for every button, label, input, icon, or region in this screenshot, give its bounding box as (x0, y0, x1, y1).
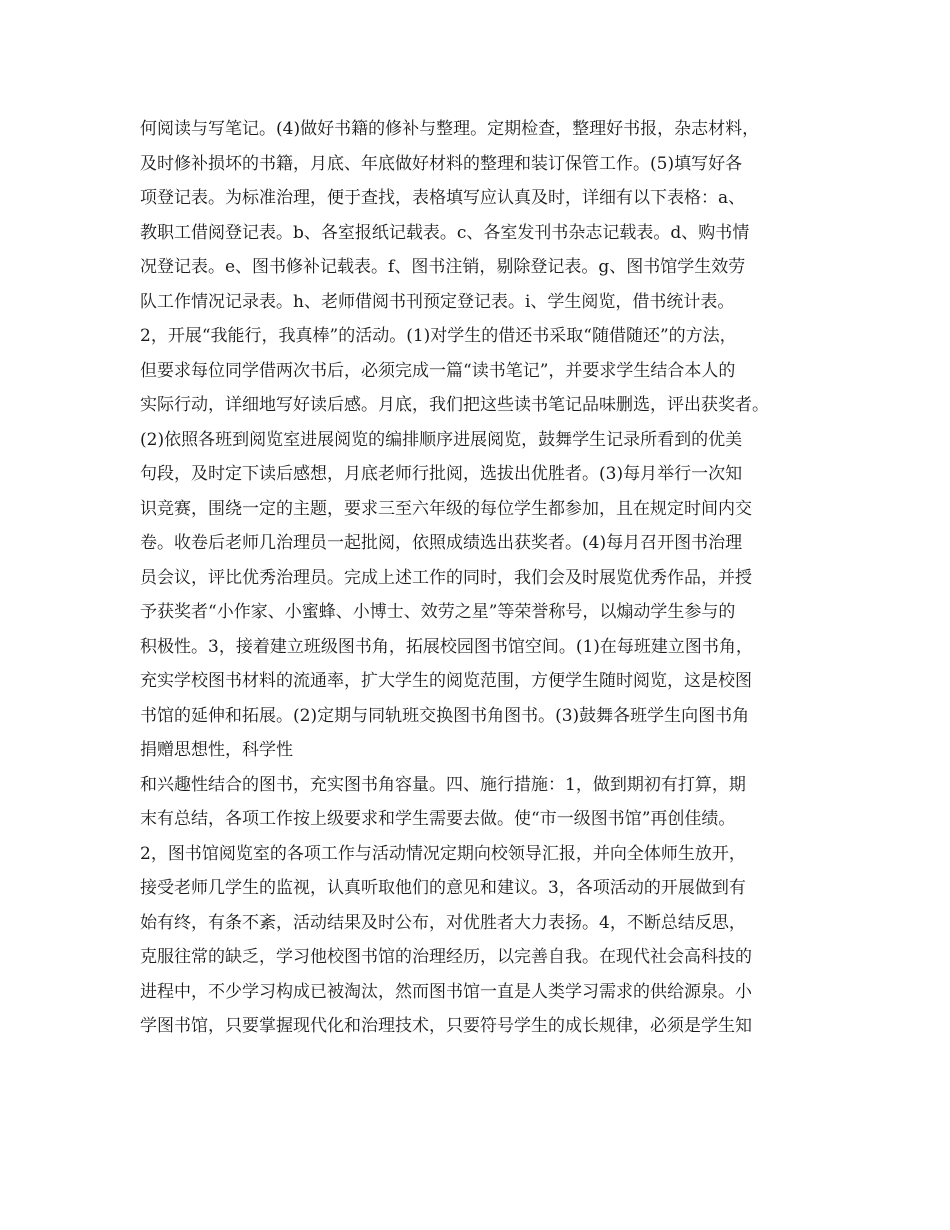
text-line: 充实学校图书材料的流通率，扩大学生的阅览范围，方便学生随时阅览，这是校图 (140, 671, 752, 691)
text-line: 识竞赛，围绕一定的主题，要求三至六年级的每位学生都参加，且在规定时间内交 (140, 498, 752, 519)
text-line: 实际行动，详细地写好读后感。月底，我们把这些读书笔记品味删选，评出获奖者。 (140, 395, 769, 415)
text-line: 2，开展“我能行，我真棒”的活动。(1)对学生的借还书采取“随借随还”的方法， (140, 326, 737, 346)
text-line: 队工作情况记录表。h、老师借阅书刊预定登记表。i、学生阅览，借书统计表。 (140, 291, 735, 312)
text-line: 捐赠思想性，科学性 (140, 740, 293, 760)
text-line: 何阅读与写笔记。(4)做好书籍的修补与整理。定期检查，整理好书报，杂志材料， (140, 119, 760, 139)
text-line: 句段，及时定下读后感想，月底老师行批阅，选拔出优胜者。(3)每月举行一次知 (140, 464, 743, 484)
text-line: (2)依照各班到阅览室进展阅览的编排顺序进展阅览，鼓舞学生记录所看到的优美 (140, 429, 743, 450)
text-line: 2，图书馆阅览室的各项工作与活动情况定期向校领导汇报，并向全体师生放开， (140, 843, 746, 864)
text-line: 书馆的延伸和拓展。(2)定期与同轨班交换图书角图书。(3)鼓舞各班学生向图书角 (140, 705, 750, 726)
text-line: 予获奖者“小作家、小蜜蜂、小博士、效劳之星”等荣誉称号，以煽动学生参与的 (140, 602, 736, 622)
text-line: 教职工借阅登记表。b、各室报纸记载表。c、各室发刊书杂志记载表。d、购书情 (140, 222, 750, 243)
text-line: 进程中，不少学习构成已被淘汰，然而图书馆一直是人类学习需求的供给源泉。小 (140, 981, 752, 1002)
text-line: 学图书馆，只要掌握现代化和治理技术，只要符号学生的成长规律，必须是学生知 (140, 1016, 752, 1036)
text-line: 和兴趣性结合的图书，充实图书角容量。四、施行措施：1，做到期初有打算，期 (140, 774, 746, 795)
text-line: 但要求每位同学借两次书后，必须完成一篇“读书笔记”，并要求学生结合本人的 (140, 360, 736, 381)
body-text (140, 112, 840, 1044)
text-line: 末有总结，各项工作按上级要求和学生需要去做。使“市一级图书馆”再创佳绩。 (140, 809, 736, 829)
text-line: 积极性。3，接着建立班级图书角，拓展校园图书馆空间。(1)在每班建立图书角， (140, 636, 753, 657)
text-line: 项登记表。为标准治理，便于查找，表格填写应认真及时，详细有以下表格：a、 (140, 188, 746, 208)
text-line: 接受老师几学生的监视，认真听取他们的意见和建议。3，各项活动的开展做到有 (140, 878, 746, 898)
text-line: 况登记表。e、图书修补记载表。f、图书注销，剔除登记表。g、图书馆学生效劳 (140, 257, 746, 277)
text-line: 克服往常的缺乏，学习他校图书馆的治理经历，以完善自我。在现代社会高科技的 (140, 947, 752, 967)
text-line: 员会议，评比优秀治理员。完成上述工作的同时，我们会及时展览优秀作品，并授 (140, 567, 752, 588)
text-line: 卷。收卷后老师几治理员一起批阅，依照成绩选出获奖者。(4)每月召开图书治理 (140, 533, 743, 553)
text-line: 始有终，有条不紊，活动结果及时公布，对优胜者大力表扬。4，不断总结反思， (140, 912, 746, 933)
text-line: 及时修补损坏的书籍，月底、年底做好材料的整理和装订保管工作。(5)填写好各 (140, 153, 743, 174)
